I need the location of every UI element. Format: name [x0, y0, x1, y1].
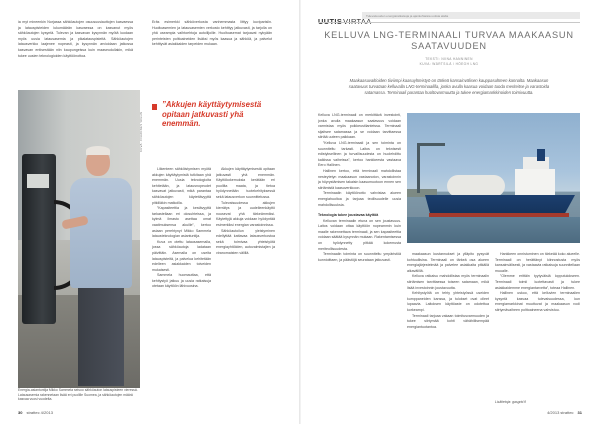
paragraph: Kuva on otettu latausasemalla, jossa sähköautoja ladataan päivittäin. Asemalla on useita latauspisteitä, ja palvelua kehitetään edelleen asiakkaiden toiveiden mukaisesti. — [152, 239, 211, 272]
paragraph: ia myt mineenkin Norjassa sähköautojen osuusuusiauttojen kasvaessa ja latauspisteiden lukumäärän kasvaessa on kasvanut myös sähköautojen kysyntä. Tulevan ja kasvavan kysynnän myötä luodaan myös uusia latausasemia ja pikalatauspisteitä. Sähköautojen latausverkko laajenee nopeasti, ja kysynnän arvioidaan jatkossa kasvavan entisestään niin kaupungeissa kuin maaseudullakin, mikä tukee uusien teknologioiden käyttöönottoa. — [18, 20, 133, 58]
right-column-2 — [407, 252, 489, 404]
right-column-3 — [495, 252, 580, 404]
left-bottom-column-1 — [152, 167, 211, 403]
paragraph: Tulevaisuudessa akkujen kierrätys ja uudelleenkäyttö nousevat yhä tärkeämmiksi. Käytettyjä akkuja voidaan hyödyntää esimerkiksi energian varastoinnissa. — [216, 200, 275, 227]
pull-quote-text: ”Akkujen käyttäytymisestä opitaan jatkuvasti yhä enemmän. — [162, 100, 262, 129]
right-page — [300, 0, 600, 424]
photo-caption: Energia-asiantuntija Mikko Sammela seisoo sähköauton latauspisteen vieressä. Latausasemia rakennetaan lisää eri puolille Suomea, ja sähköautojen määrä kasvaa vuosi vuodelta. — [18, 388, 138, 402]
article-lead: Maakaasuvaltioiden tiiviimpi kaasuyhteistyö on tärkeä kansainvälisen kauppasuhteen kannalta. Maakaasun saatavuus turvataan kelluvalla LNG-terminaalilla, jonka avulla kaasua voidaan tuoda meriteitse ja varastoida satamassa. Terminaali parantaa huoltovarmuutta ja tukee energiamarkkinoiden toimivuutta. — [348, 78, 550, 95]
publication-name: strattec 4/2013 — [26, 410, 53, 415]
paragraph: Hallinen uskoo, että kelluvien terminaalien kysyntä kasvaa tulevaisuudessa, kun energiamarkkinat muuttuvat ja maakaasun rooli siirtymävaiheen polttoaineena vahvistuu. — [495, 291, 580, 312]
article-footnote: Lisätietoja: gasgrid.fi — [495, 400, 526, 404]
pull-quote — [152, 100, 277, 162]
right-column-1 — [318, 113, 401, 405]
subheading: Teknologia tukee joustavaa käyttöä — [318, 213, 379, 218]
section-bar — [362, 12, 580, 19]
paragraph: ”Kelluva LNG-terminaali ja sen toiminta on suunniteltu tarkasti. Laitos on teknisesti edistyksellinen ja turvallisuudesta on huolehdittu kaikissa vaiheissa”, kertoo hankkeesta vastaava Eero Hallinen. — [318, 140, 401, 168]
charging-station-screen — [27, 174, 49, 188]
paragraph: Hankkeen onnistuminen on tärkeää koko alueelle. Terminaali on herättänyt kiinnostusta myös kansainvälisesti, ja vastaavia ratkaisuja suunnitellaan muualle. — [495, 252, 580, 273]
lng-ship-photo — [407, 113, 580, 243]
byline-photo: KUVA: WÄRTSILÄ / HÖEGH LNG — [419, 61, 479, 66]
photo-crane-arm — [417, 143, 445, 146]
person-body — [70, 178, 132, 288]
photo-credit: KUVA: JOHANNES WIEHN — [139, 111, 143, 152]
left-top-column-2 — [152, 20, 272, 100]
publication-name: 4/2013 strattec — [547, 410, 574, 415]
paragraph: Liikenteen sähköistymisen myötä akkujen käyttäytymistä tutkitaan yhä enemmän. Uusia teknologioita kehitetään, ja latausnopeudet kasvavat jatkuvasti, mikä parantaa sähköautojen käytettävyyttä pitkilläkin matkoilla. — [152, 167, 211, 205]
paragraph: Terminaali tarjoaa vakaan toimitusvarmuuden ja tukee siirtymää kohti vähähiilisempää energiantuotantoa. — [407, 313, 489, 329]
left-bottom-column-2 — [216, 167, 275, 403]
byline — [318, 57, 580, 66]
person-hair — [86, 146, 110, 155]
left-top-column-1 — [18, 20, 133, 86]
ship-tank — [447, 175, 505, 197]
person-legs — [78, 286, 124, 386]
section-subtitle: Tulevaisuuden energiaratkaisuja ja ajankohtaisia uutisia alalta — [366, 13, 449, 18]
paragraph: Sammela huomauttaa, että kehitystyö jatkuu ja uusia ratkaisuja otetaan käyttöön lähivuosina. — [152, 273, 211, 289]
article-title: KELLUVA LNG-TERMINAALI TURVAA MAAKAASUN SAATAVUUDEN — [324, 30, 574, 52]
paragraph: Eräs esimerkki sähköverkosta vanhemmasta liittyy kuviparisiin. Huoltoasemien ja latausasemien verkosto kehittyy jatkuvasti, ja tarjolla on yhä useampia vaihtoehtoja autoilijoille. Huoltoasemat tarjoavat nykyään perinteisten polttoaineiden lisäksi myös kaasua ja sähköä, ja palvelut kehittyvät asiakkaiden tarpeiden mukaan. — [152, 20, 272, 47]
paragraph: Akkujen käyttäytymisestä opitaan jatkuvasti yhä enemmän. Käyttökokemuksia kerätään eri puolilta maata, ja tietoa hyödynnetään tuotekehityksessä sekä latausverkon suunnittelussa. — [216, 167, 275, 199]
paragraph: Kehitystyötä on tehty yhteistyössä useiden kumppaneiden kanssa, ja tulokset ovat olleet lupaavia. Laitoksen käyttöaste on odotettua korkeampi. — [407, 291, 489, 312]
paragraph: Kelluva LNG-terminaali on merkittävä investointi, jonka avulla maakaasun saatavuus voidaan varmistaa myös poikkeustilanteissa. Terminaali sijaitsee satamassa ja se voidaan tarvittaessa siirtää uuteen paikkaan. — [318, 113, 401, 140]
paragraph: maakaasun kustannukset ja ylläpito pysyvät kohtuullisina. Terminaali on tärkeä osa alueen energiajärjestelmää ja palvelee asiakkaita pitkällä aikavälillä. — [407, 252, 489, 273]
section-divider — [318, 22, 580, 23]
paragraph: Hallinen kertoo, että terminaali mahdollistaa nesteytetyn maakaasun vastaanoton, varastoinnin ja höyrystämisen takaisin kaasumuotoon ennen sen siirtämistä kaasuverkkoon. — [318, 168, 401, 190]
paragraph: Kelluva ratkaisu mahdollistaa myös terminaalin siirtämisen tarvittaessa toiseen satamaan, mikä lisää investoinnin joustavuutta. — [407, 274, 489, 290]
photo-crane — [417, 143, 420, 193]
ship-superstructure — [515, 169, 555, 197]
paragraph: ”Olemme erittäin tyytyväisiä lopputulokseen. Terminaali toimii luotettavasti ja tukee asiakkaidemme energiantarvetta”, toteaa Hallinen. — [495, 274, 580, 290]
page-number: 30 — [18, 410, 23, 415]
paragraph: Sähköautoilun yleistyminen edellyttää kattavaa latausverkostoa sekä toimivaa yhteistyötä energiayhtiöiden, autovalmistajien ja viranomaisten välillä. — [216, 228, 275, 255]
paragraph: Terminaalin toiminta on suunniteltu ympäristöä kunnioittaen, ja päästöjä seurataan jatkuvasti. — [318, 252, 401, 262]
quote-mark-icon — [152, 104, 157, 110]
photo-water — [407, 217, 580, 243]
portrait-photo — [18, 90, 140, 388]
byline-text: TEKSTI: NIINA HANNINEN — [425, 57, 473, 61]
page-folio-left — [18, 410, 53, 415]
page-number: 31 — [577, 410, 582, 415]
paragraph: Kelluvan terminaalin etuna on sen joustavuus. Laitos voidaan ottaa käyttöön nopeammin kuin maalle rakennettava terminaali, ja sen kapasiteettia voidaan säätää kysynnän mukaan. Rakentamisessa on hyödynnetty pitkää kokemusta meriteollisuudesta. — [318, 218, 401, 251]
paragraph: Terminaalin käyttöönotto vahvistaa alueen energiahuoltoa ja tarjoaa teollisuudelle uusia mahdollisuuksia. — [318, 191, 401, 207]
ship-funnel — [537, 149, 545, 161]
paragraph: ”Kapasiteettia ja kestävyyttä tarkastellaan eri olosuhteissa, ja kylmä ilmasto asettaa omat vaatimuksensa akuille”, kertoo asiaan perehtynyt Mikko Sammela latausteknologian asiantuntija. — [152, 206, 211, 239]
page-folio-right — [547, 410, 582, 415]
